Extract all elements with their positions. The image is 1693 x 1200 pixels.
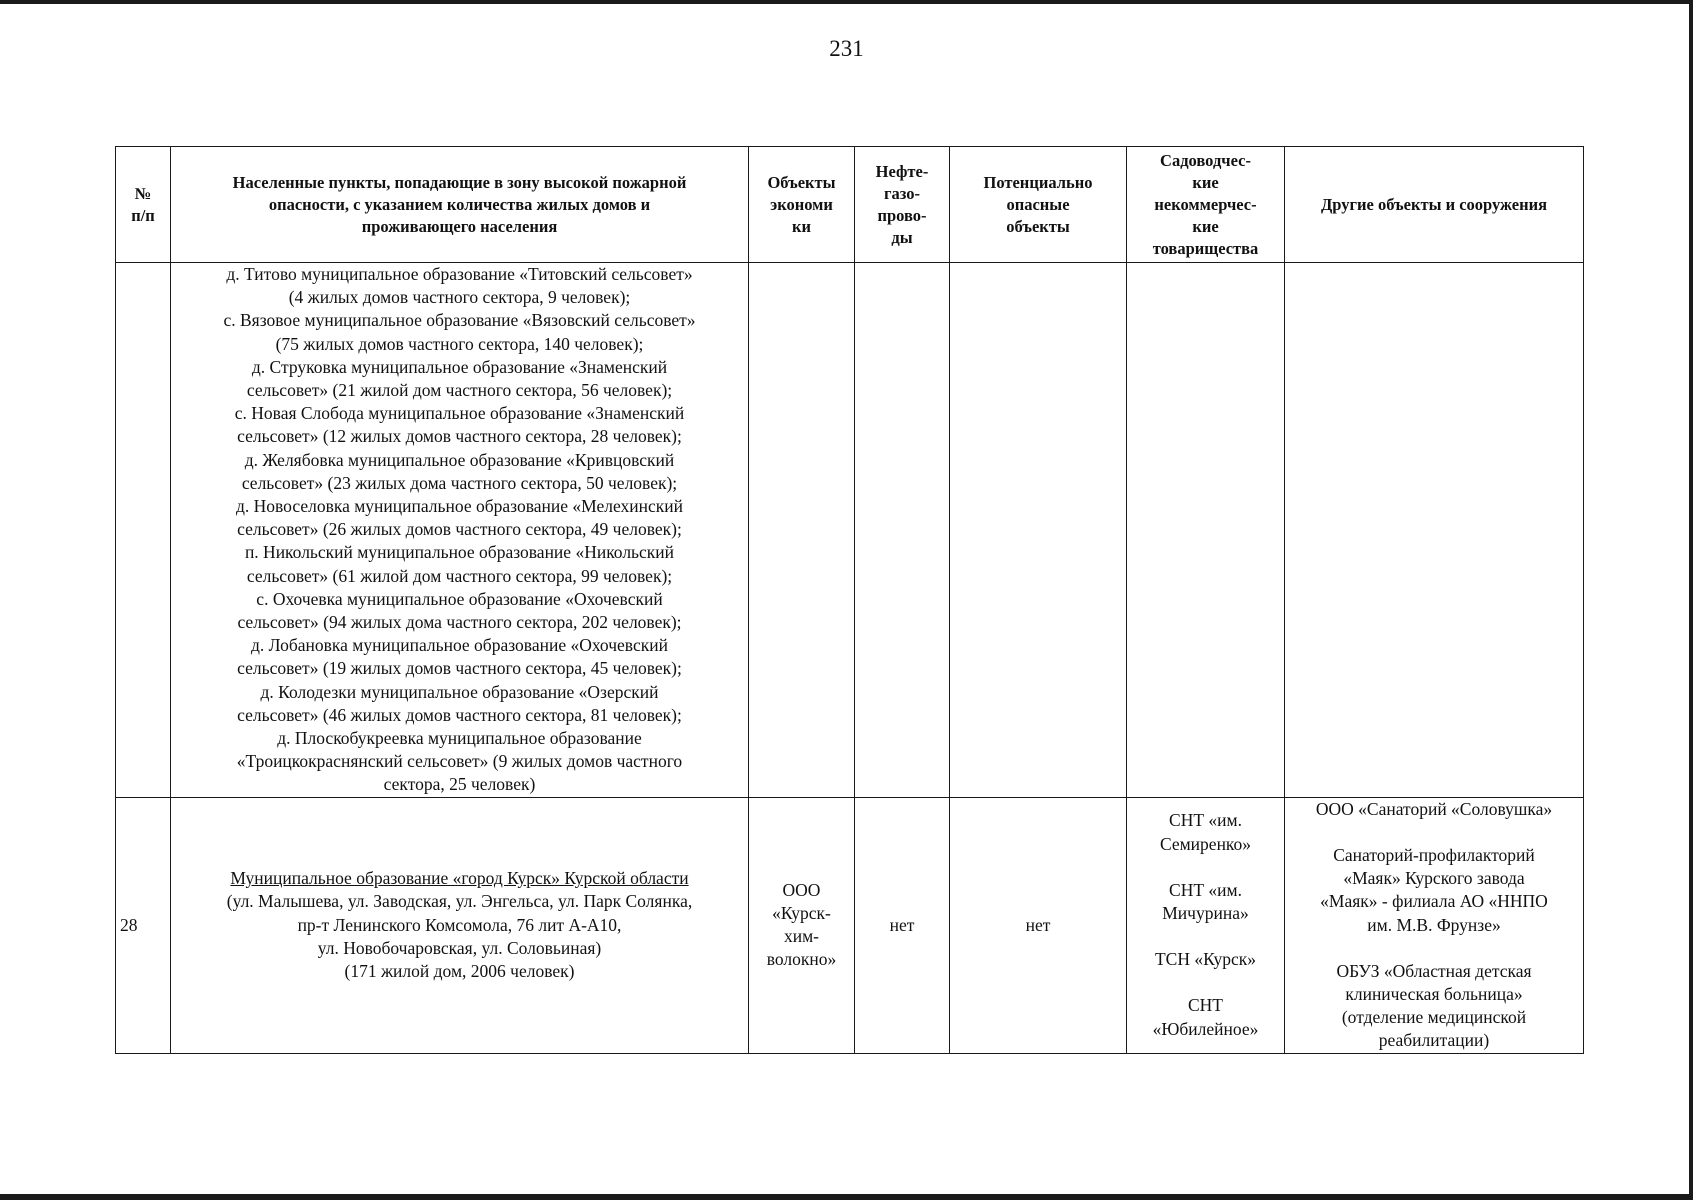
header-line: газо- xyxy=(883,183,921,203)
settlement-line: п. Никольский муниципальное образование «Никольский xyxy=(244,542,675,563)
header-economy xyxy=(749,147,855,263)
header-other xyxy=(1285,147,1584,263)
economy-line: «Курск- xyxy=(772,902,831,923)
cell-snt xyxy=(1127,797,1285,1053)
cell-economy-empty xyxy=(749,263,855,798)
page-number: 231 xyxy=(829,36,864,61)
snt-line: СНТ «им. xyxy=(1169,810,1242,831)
economy-line: волокно» xyxy=(766,949,837,970)
settlement-line: д. Лобановка муниципальное образование «Охочевский xyxy=(251,635,668,656)
economy-line: ООО xyxy=(782,879,821,900)
header-settlements xyxy=(171,147,749,263)
cell-other-empty xyxy=(1285,263,1584,798)
cell-snt-empty xyxy=(1127,263,1285,798)
header-line: объекты xyxy=(1006,216,1070,236)
settlement-line: (75 жилых домов частного сектора, 140 человек); xyxy=(275,333,644,354)
other-line: Санаторий-профилакторий xyxy=(1333,844,1535,865)
header-snt xyxy=(1127,147,1285,263)
scan-border-right xyxy=(1689,0,1693,1200)
settlement-line: д. Титово муниципальное образование «Титовский сельсовет» xyxy=(226,264,693,284)
cell-number-empty xyxy=(116,263,171,798)
settlement-line: д. Желябовка муниципальное образование «Кривцовский xyxy=(244,449,675,470)
settlement-line: д. Колодезки муниципальное образование «Озерский xyxy=(260,681,659,702)
cell-other xyxy=(1285,797,1584,1053)
other-line: клиническая больница» xyxy=(1345,983,1523,1004)
settlement-line: сельсовет» (26 жилых домов частного сектора, 49 человек); xyxy=(237,519,682,540)
cell-economy xyxy=(749,797,855,1053)
other-line: им. М.В. Фрунзе» xyxy=(1367,914,1501,935)
other-line: ООО «Санаторий «Соловушка» xyxy=(1315,798,1553,819)
municipality-name: Муниципальное образование «город Курск» Курской области xyxy=(230,868,689,889)
header-line: Нефте- xyxy=(875,161,929,181)
header-line: товарищества xyxy=(1152,238,1259,258)
scan-border-top xyxy=(0,0,1693,4)
cell-municipality xyxy=(171,797,749,1053)
header-line: Другие объекты и сооружения xyxy=(1320,194,1548,214)
header-line: ды xyxy=(891,227,913,247)
settlement-line: д. Плоскобукреевка муниципальное образование xyxy=(277,728,642,749)
snt-line: ТСН «Курск» xyxy=(1154,949,1256,970)
settlement-line: д. Струковка муниципальное образование «Знаменский xyxy=(251,356,668,377)
settlement-line: сельсовет» (19 жилых домов частного сектора, 45 человек); xyxy=(237,658,682,679)
header-line: ки xyxy=(791,216,811,236)
spacer xyxy=(1131,925,1280,948)
cell-hazardous: нет xyxy=(950,797,1127,1053)
header-line: проживающего населения xyxy=(361,216,558,236)
header-line: кие xyxy=(1192,216,1219,236)
header-line: опасности, с указанием количества жилых домов и xyxy=(268,194,651,214)
header-number xyxy=(116,147,171,263)
settlement-line: сельсовет» (23 жилых дома частного сектора, 50 человек); xyxy=(241,472,678,493)
header-line: Объекты xyxy=(767,172,836,192)
header-pipelines xyxy=(855,147,950,263)
settlement-line: сельсовет» (21 жилой дом частного сектора, 56 человек); xyxy=(246,380,673,401)
municipality-detail-line: (171 жилой дом, 2006 человек) xyxy=(344,960,575,981)
scan-border-bottom xyxy=(0,1194,1693,1200)
settlement-line: «Троицкокраснянский сельсовет» (9 жилых домов частного xyxy=(236,751,683,772)
header-line: Населенные пункты, попадающие в зону высокой пожарной xyxy=(232,172,687,192)
settlement-line: сельсовет» (94 жилых дома частного сектора, 202 человек); xyxy=(237,612,682,633)
municipality-detail-line: пр-т Ленинского Комсомола, 76 лит А-А10, xyxy=(297,914,622,935)
cell-hazardous-empty xyxy=(950,263,1127,798)
settlement-line: с. Новая Слобода муниципальное образование «Знаменский xyxy=(234,403,685,424)
cell-pipelines: нет xyxy=(855,797,950,1053)
header-line: некоммерчес- xyxy=(1154,194,1257,214)
cell-pipelines-empty xyxy=(855,263,950,798)
header-line: опасные xyxy=(1006,194,1070,214)
spacer xyxy=(1289,821,1579,844)
table-header-row xyxy=(116,147,1584,263)
header-line: прово- xyxy=(877,205,927,225)
spacer xyxy=(1131,856,1280,879)
other-line: реабилитации) xyxy=(1378,1030,1490,1051)
settlement-line: сельсовет» (12 жилых домов частного сектора, 28 человек); xyxy=(237,426,682,447)
snt-line: Семиренко» xyxy=(1159,833,1252,854)
fire-risk-table xyxy=(115,146,1584,1054)
header-line: № xyxy=(134,183,152,203)
municipality-detail-line: (ул. Малышева, ул. Заводская, ул. Энгельса, ул. Парк Солянка, xyxy=(226,891,693,912)
snt-line: СНТ xyxy=(1188,995,1223,1016)
table-row-continuation xyxy=(116,263,1584,798)
header-line: кие xyxy=(1192,172,1219,192)
settlement-line: с. Охочевка муниципальное образование «Охочевский xyxy=(256,588,663,609)
other-line: ОБУЗ «Областная детская xyxy=(1336,960,1532,981)
other-line: «Маяк» Курского завода xyxy=(1343,868,1525,889)
header-line: экономи xyxy=(770,194,833,214)
settlement-line: сельсовет» (46 жилых домов частного сектора, 81 человек); xyxy=(237,704,682,725)
header-line: Садоводчес- xyxy=(1160,150,1251,170)
header-line: п/п xyxy=(131,205,155,225)
settlement-line: с. Вязовое муниципальное образование «Вязовский сельсовет» xyxy=(223,310,696,331)
other-line: «Маяк» - филиала АО «ННПО xyxy=(1320,891,1548,912)
snt-line: Мичурина» xyxy=(1162,903,1249,924)
snt-line: «Юбилейное» xyxy=(1152,1018,1259,1039)
settlement-line: (4 жилых домов частного сектора, 9 человек); xyxy=(288,287,631,308)
municipality-detail-line: ул. Новобочаровская, ул. Соловьиная) xyxy=(317,937,602,958)
spacer xyxy=(1289,937,1579,960)
economy-line: хим- xyxy=(783,926,820,947)
settlement-line: сельсовет» (61 жилой дом частного сектора, 99 человек); xyxy=(246,565,673,586)
cell-row-number: 28 xyxy=(116,797,171,1053)
snt-line: СНТ «им. xyxy=(1169,879,1242,900)
cell-settlements xyxy=(171,263,749,798)
spacer xyxy=(1131,971,1280,994)
header-hazardous xyxy=(950,147,1127,263)
other-line: (отделение медицинской xyxy=(1341,1007,1527,1028)
table-row-28 xyxy=(116,797,1584,1053)
settlement-line: сектора, 25 человек) xyxy=(383,774,536,795)
header-line: Потенциально xyxy=(983,172,1093,192)
settlement-line: д. Новоселовка муниципальное образование «Мелехинский xyxy=(235,496,683,517)
